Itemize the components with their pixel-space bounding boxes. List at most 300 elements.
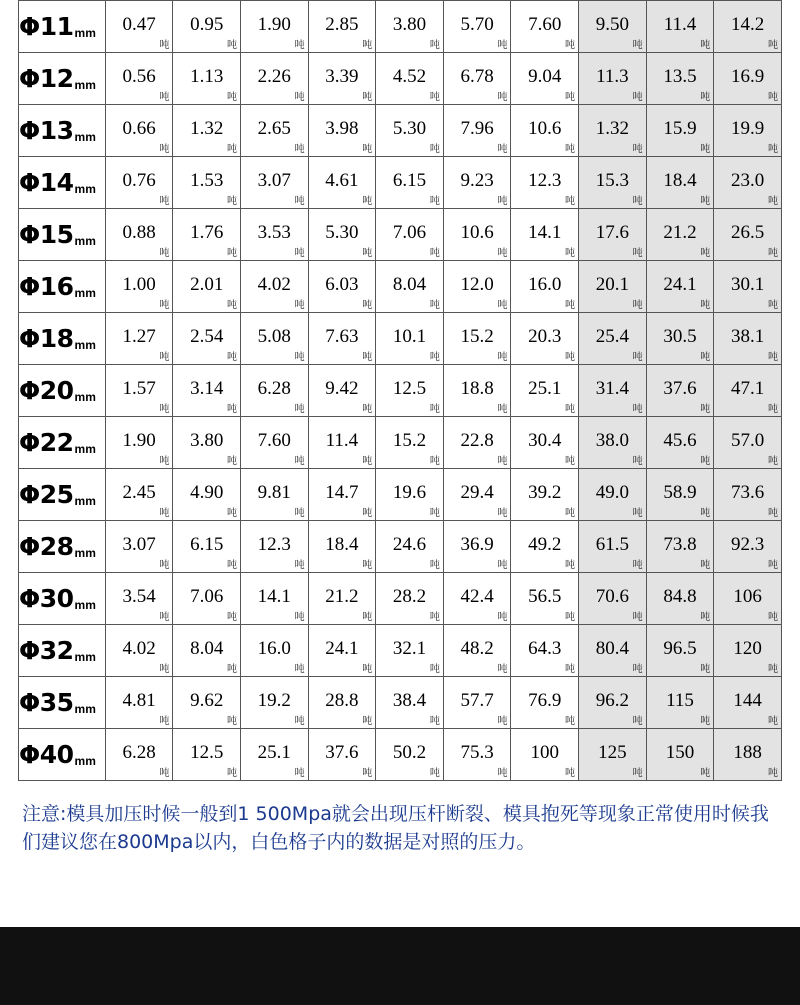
value-unit: 吨 [294,352,305,363]
value-unit: 吨 [429,560,440,571]
value-unit: 吨 [429,612,440,623]
value-cell [579,521,647,573]
value-number: 1.76 [190,222,224,243]
value-cell [443,261,511,313]
value-cell [105,261,173,313]
value-number: 37.6 [325,742,359,763]
value-number: 42.4 [460,586,494,607]
value-cell [241,417,309,469]
diameter-cell [19,313,106,365]
value-number: 18.4 [325,534,359,555]
value-unit: 吨 [429,248,440,259]
value-number: 37.6 [663,378,697,399]
value-unit: 吨 [768,196,778,207]
value-cell [443,1,511,53]
value-number: 115 [666,690,694,711]
diameter-label: Φ22 [19,428,74,457]
value-number: 18.4 [663,170,697,191]
value-number: 38.4 [392,690,427,711]
value-number: 64.3 [528,638,562,659]
value-number: 10.1 [392,326,427,347]
value-cell [241,573,309,625]
value-cell [241,365,309,417]
value-cell [105,53,173,105]
diameter-unit: mm [74,338,96,352]
diameter-unit: mm [74,286,96,300]
value-unit: 吨 [565,352,576,363]
value-unit: 吨 [294,248,305,259]
value-unit: 吨 [632,664,643,675]
value-unit: 吨 [700,248,711,259]
value-unit: 吨 [429,40,440,51]
value-unit: 吨 [227,404,237,415]
table-row [19,521,782,573]
value-unit: 吨 [362,248,373,259]
value-cell [579,469,647,521]
value-number: 0.88 [122,222,156,243]
value-unit: 吨 [227,300,237,311]
value-cell [443,469,511,521]
value-cell [579,417,647,469]
value-cell [511,677,579,729]
value-unit: 吨 [700,40,711,51]
value-cell [173,521,241,573]
diameter-cell [19,521,106,573]
value-cell [105,573,173,625]
value-cell [308,365,376,417]
value-number: 6.03 [325,274,359,295]
value-number: 2.45 [122,482,156,503]
value-cell [173,573,241,625]
diameter-cell [19,261,106,313]
table-row [19,1,782,53]
value-unit: 吨 [429,768,440,779]
value-cell [443,313,511,365]
value-cell [308,53,376,105]
value-cell [308,729,376,781]
diameter-cell [19,573,106,625]
diameter-unit: mm [74,494,96,508]
table-row [19,469,782,521]
value-number: 11.4 [663,14,697,35]
diameter-label: Φ18 [19,324,74,353]
value-number: 11.4 [325,430,359,451]
value-cell [714,53,782,105]
value-number: 18.8 [460,378,494,399]
value-unit: 吨 [159,404,170,415]
value-cell [376,105,444,157]
value-unit: 吨 [768,508,778,519]
value-unit: 吨 [565,40,576,51]
value-cell [646,365,714,417]
table-row [19,105,782,157]
value-cell [714,729,782,781]
value-number: 10.6 [528,118,562,139]
value-cell [579,625,647,677]
value-unit: 吨 [497,300,508,311]
value-number: 20.1 [595,274,629,295]
value-cell [714,365,782,417]
value-cell [376,261,444,313]
diameter-label: Φ15 [19,220,74,249]
value-unit: 吨 [565,404,576,415]
value-cell [511,105,579,157]
value-unit: 吨 [497,144,508,155]
value-cell [376,1,444,53]
diameter-cell [19,157,106,209]
value-unit: 吨 [159,196,170,207]
value-number: 0.47 [122,14,156,35]
footer-bar [0,927,800,1005]
value-cell [241,261,309,313]
value-number: 15.2 [460,326,494,347]
value-number: 150 [665,742,695,763]
value-number: 1.32 [190,118,224,139]
value-cell [646,53,714,105]
value-unit: 吨 [227,196,237,207]
value-unit: 吨 [429,92,440,103]
value-cell [105,729,173,781]
value-number: 73.8 [663,534,697,555]
note-lead: 注意: [22,803,67,825]
value-unit: 吨 [362,456,373,467]
value-unit: 吨 [565,196,576,207]
value-cell [646,105,714,157]
value-unit: 吨 [362,716,373,727]
value-unit: 吨 [227,664,237,675]
value-unit: 吨 [497,612,508,623]
value-unit: 吨 [159,768,170,779]
value-cell [173,209,241,261]
value-number: 92.3 [731,534,765,555]
value-number: 5.30 [325,222,359,243]
value-cell [443,417,511,469]
value-cell [241,625,309,677]
value-cell [308,417,376,469]
value-cell [511,1,579,53]
table-row [19,573,782,625]
value-cell [173,417,241,469]
value-unit: 吨 [429,508,440,519]
value-unit: 吨 [497,92,508,103]
value-unit: 吨 [565,144,576,155]
value-number: 1.53 [190,170,224,191]
value-unit: 吨 [565,768,576,779]
value-cell [241,469,309,521]
value-cell [646,677,714,729]
value-unit: 吨 [565,560,576,571]
value-number: 12.0 [460,274,494,295]
value-number: 7.06 [392,222,427,243]
value-number: 1.90 [257,14,291,35]
value-unit: 吨 [227,144,237,155]
value-cell [714,157,782,209]
value-cell [579,209,647,261]
value-cell [241,677,309,729]
value-number: 3.14 [190,378,224,399]
value-unit: 吨 [700,716,711,727]
value-cell [646,573,714,625]
value-cell [376,573,444,625]
value-unit: 吨 [768,612,778,623]
diameter-label: Φ13 [19,116,74,145]
value-number: 28.2 [392,586,427,607]
value-number: 25.1 [257,742,291,763]
value-cell [308,1,376,53]
value-cell [646,417,714,469]
value-cell [173,313,241,365]
value-unit: 吨 [497,40,508,51]
value-cell [376,521,444,573]
value-unit: 吨 [159,456,170,467]
value-cell [646,1,714,53]
value-cell [579,105,647,157]
value-cell [579,313,647,365]
value-cell [376,53,444,105]
value-unit: 吨 [632,456,643,467]
value-number: 9.62 [190,690,224,711]
value-number: 15.3 [595,170,629,191]
value-number: 14.1 [257,586,291,607]
value-cell [308,469,376,521]
value-number: 6.28 [257,378,291,399]
diameter-label: Φ16 [19,272,74,301]
table-row [19,417,782,469]
value-unit: 吨 [497,404,508,415]
value-cell [511,469,579,521]
value-cell [376,417,444,469]
value-number: 17.6 [595,222,629,243]
value-unit: 吨 [159,92,170,103]
diameter-unit: mm [74,754,96,768]
value-unit: 吨 [159,40,170,51]
value-number: 3.80 [392,14,427,35]
value-number: 15.9 [663,118,697,139]
value-cell [105,625,173,677]
value-number: 57.7 [460,690,494,711]
value-unit: 吨 [227,40,237,51]
value-cell [511,365,579,417]
value-number: 11.3 [596,66,629,87]
value-unit: 吨 [565,508,576,519]
value-number: 58.9 [663,482,697,503]
value-cell [646,469,714,521]
value-cell [511,417,579,469]
value-number: 8.04 [190,638,224,659]
value-cell [241,209,309,261]
value-number: 7.60 [528,14,562,35]
value-cell [173,261,241,313]
value-number: 49.0 [595,482,629,503]
table-row [19,261,782,313]
value-unit: 吨 [700,92,711,103]
value-number: 16.0 [528,274,562,295]
pressure-table-body [19,1,782,781]
diameter-label: Φ25 [19,480,74,509]
value-unit: 吨 [362,508,373,519]
value-number: 38.0 [595,430,629,451]
note-block [22,801,782,856]
value-number: 16.9 [731,66,765,87]
value-unit: 吨 [632,92,643,103]
value-number: 25.1 [528,378,562,399]
value-cell [714,209,782,261]
diameter-cell [19,209,106,261]
value-unit: 吨 [565,664,576,675]
value-number: 4.52 [392,66,427,87]
value-unit: 吨 [362,664,373,675]
value-number: 6.78 [460,66,494,87]
value-unit: 吨 [294,40,305,51]
value-number: 12.5 [392,378,427,399]
value-cell [443,573,511,625]
diameter-cell [19,625,106,677]
value-unit: 吨 [700,612,711,623]
value-cell [443,677,511,729]
value-number: 1.32 [595,118,629,139]
value-unit: 吨 [632,612,643,623]
value-number: 14.1 [528,222,562,243]
value-unit: 吨 [768,248,778,259]
value-number: 21.2 [325,586,359,607]
diameter-label: Φ30 [19,584,74,613]
value-unit: 吨 [227,768,237,779]
value-number: 75.3 [460,742,494,763]
value-number: 12.5 [190,742,224,763]
diameter-label: Φ20 [19,376,74,405]
value-number: 3.07 [122,534,156,555]
diameter-cell [19,1,106,53]
value-cell [646,625,714,677]
value-number: 3.54 [122,586,156,607]
value-unit: 吨 [768,144,778,155]
value-unit: 吨 [227,92,237,103]
value-cell [241,521,309,573]
value-number: 144 [733,690,762,711]
value-number: 0.76 [122,170,156,191]
value-cell [173,105,241,157]
value-number: 0.56 [122,66,156,87]
value-number: 4.90 [190,482,224,503]
value-number: 36.9 [460,534,494,555]
value-number: 19.6 [392,482,427,503]
value-unit: 吨 [768,404,778,415]
value-number: 9.04 [528,66,562,87]
table-row [19,313,782,365]
value-cell [308,105,376,157]
value-cell [105,105,173,157]
value-cell [241,53,309,105]
value-unit: 吨 [362,352,373,363]
value-number: 1.00 [122,274,156,295]
value-unit: 吨 [497,768,508,779]
diameter-label: Φ14 [19,168,74,197]
value-cell [105,677,173,729]
value-cell [105,209,173,261]
value-cell [105,469,173,521]
value-number: 61.5 [595,534,629,555]
value-cell [511,209,579,261]
value-unit: 吨 [768,768,778,779]
value-cell [308,209,376,261]
value-cell [241,157,309,209]
value-unit: 吨 [565,300,576,311]
value-cell [308,677,376,729]
value-number: 24.1 [325,638,359,659]
value-number: 22.8 [460,430,494,451]
value-cell [308,157,376,209]
value-number: 12.3 [257,534,291,555]
value-number: 49.2 [528,534,562,555]
value-number: 45.6 [663,430,697,451]
value-unit: 吨 [362,404,373,415]
value-number: 5.08 [257,326,291,347]
value-cell [376,365,444,417]
value-unit: 吨 [768,664,778,675]
value-number: 96.2 [595,690,629,711]
value-unit: 吨 [294,92,305,103]
table-row [19,729,782,781]
value-cell [105,365,173,417]
table-row [19,625,782,677]
value-unit: 吨 [632,768,643,779]
value-number: 32.1 [392,638,427,659]
value-number: 188 [733,742,762,763]
value-cell [173,365,241,417]
diameter-cell [19,729,106,781]
value-unit: 吨 [565,716,576,727]
value-cell [646,521,714,573]
value-cell [646,261,714,313]
value-number: 7.63 [325,326,359,347]
value-unit: 吨 [362,144,373,155]
value-cell [376,469,444,521]
value-number: 106 [733,586,762,607]
value-number: 5.30 [392,118,427,139]
table-row [19,53,782,105]
value-unit: 吨 [632,196,643,207]
value-cell [714,261,782,313]
value-number: 3.98 [325,118,359,139]
value-number: 29.4 [460,482,494,503]
value-cell [443,521,511,573]
value-unit: 吨 [294,404,305,415]
diameter-unit: mm [74,650,96,664]
value-number: 23.0 [731,170,765,191]
value-unit: 吨 [768,300,778,311]
diameter-unit: mm [74,598,96,612]
value-unit: 吨 [632,144,643,155]
value-cell [511,313,579,365]
value-unit: 吨 [362,560,373,571]
value-unit: 吨 [768,40,778,51]
value-cell [173,625,241,677]
value-unit: 吨 [159,716,170,727]
value-cell [376,677,444,729]
value-unit: 吨 [768,352,778,363]
value-cell [376,729,444,781]
value-unit: 吨 [362,40,373,51]
diameter-cell [19,469,106,521]
value-number: 24.1 [663,274,697,295]
value-unit: 吨 [497,196,508,207]
value-cell [579,677,647,729]
value-cell [376,209,444,261]
value-number: 9.50 [595,14,629,35]
table-row [19,157,782,209]
value-cell [241,313,309,365]
diameter-unit: mm [74,78,96,92]
